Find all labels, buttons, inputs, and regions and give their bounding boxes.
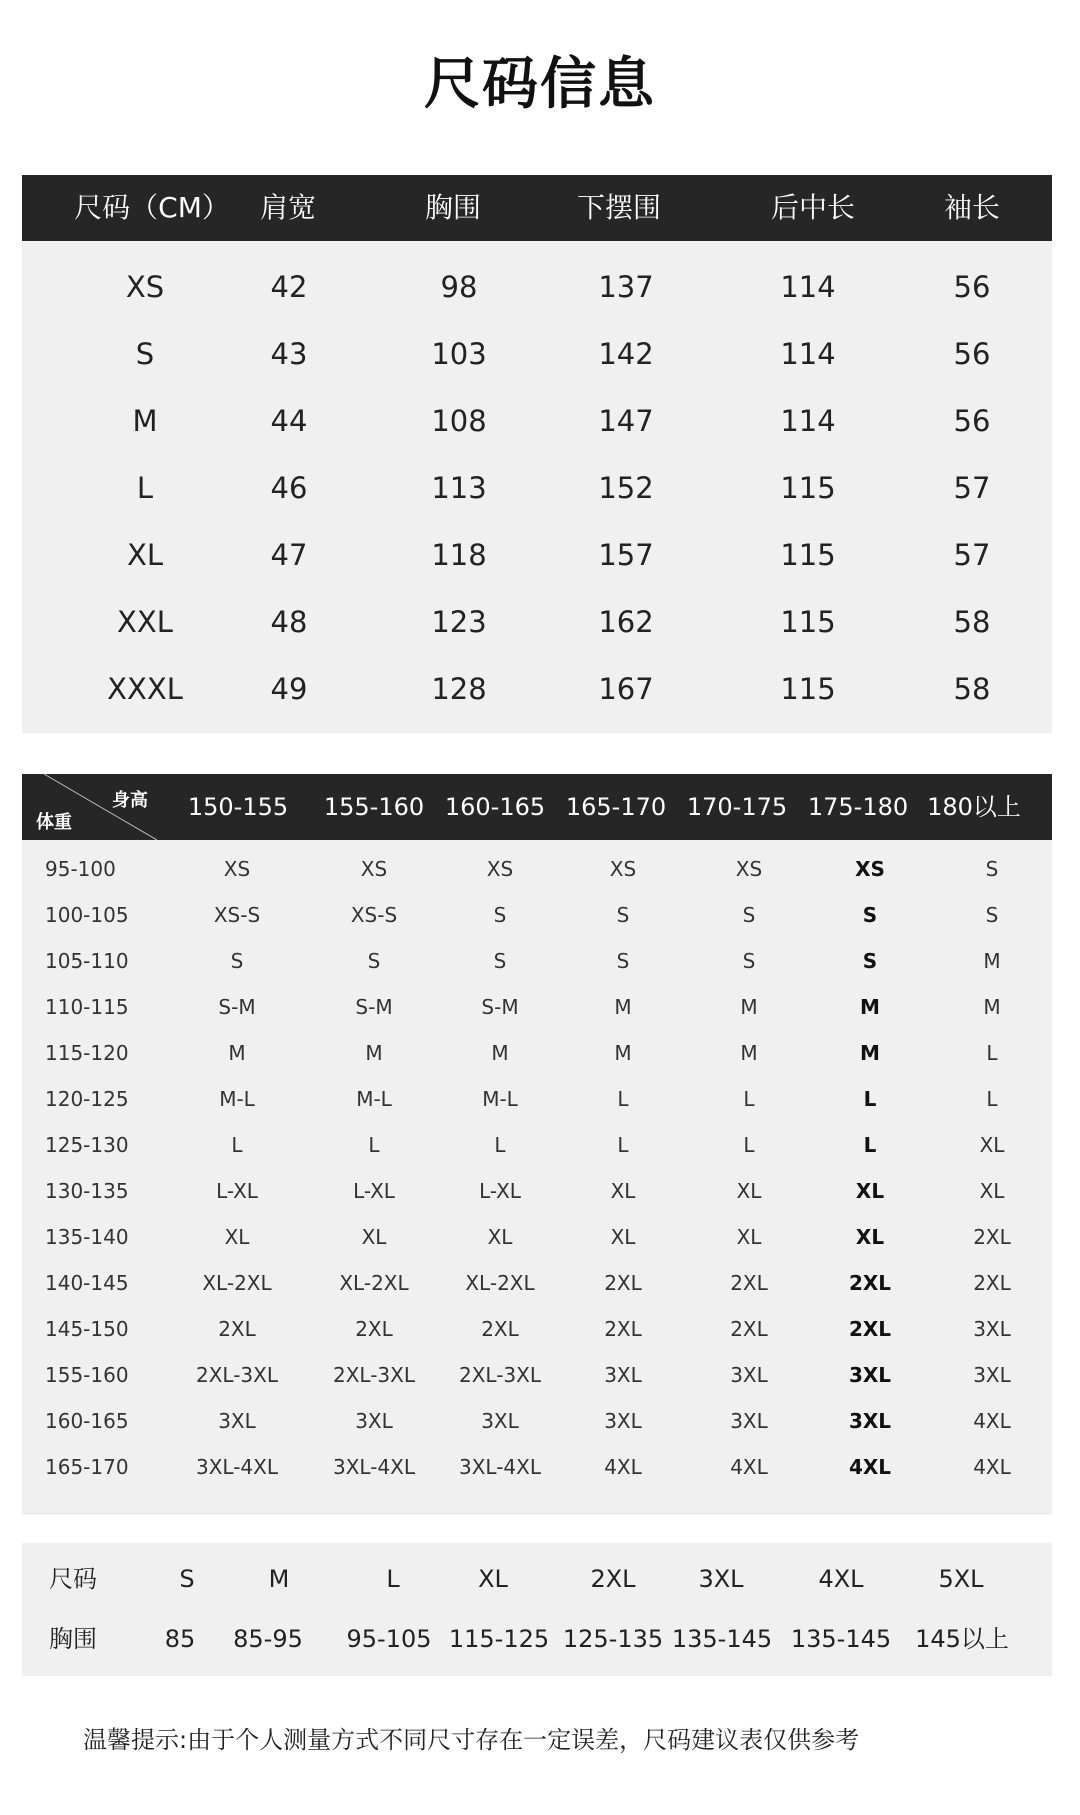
cell: L bbox=[494, 1133, 506, 1157]
cell: S bbox=[616, 903, 630, 927]
cell: 2XL-3XL bbox=[458, 1363, 542, 1387]
cell: M bbox=[983, 995, 1001, 1019]
table-row bbox=[22, 589, 1052, 656]
cell: L bbox=[986, 1087, 998, 1111]
table-row bbox=[22, 1352, 1052, 1398]
cell: 4XL bbox=[818, 1565, 864, 1593]
table-row bbox=[22, 1549, 1052, 1609]
weight-cell: 145-150 bbox=[45, 1317, 129, 1341]
page-title: 尺码信息 bbox=[424, 52, 656, 117]
cell: 118 bbox=[431, 538, 487, 572]
cell: 2XL bbox=[848, 1317, 892, 1341]
cell: 2XL bbox=[848, 1271, 892, 1295]
cell: M bbox=[740, 995, 758, 1019]
cell: 115 bbox=[780, 605, 836, 639]
table-row bbox=[22, 1076, 1052, 1122]
cell: XL bbox=[224, 1225, 250, 1249]
header-length: 后中长 bbox=[770, 191, 856, 224]
cell: 2XL bbox=[218, 1317, 256, 1341]
cell: L bbox=[386, 1565, 400, 1593]
cell: 56 bbox=[953, 337, 991, 371]
cell: 2XL bbox=[973, 1271, 1011, 1295]
cell: XL bbox=[855, 1225, 885, 1249]
cell: 4XL bbox=[973, 1409, 1011, 1433]
cell: 46 bbox=[270, 471, 308, 505]
size-table-body bbox=[22, 241, 1052, 733]
table-row bbox=[22, 1030, 1052, 1076]
weight-cell: 130-135 bbox=[45, 1179, 129, 1203]
cell: XL bbox=[610, 1225, 636, 1249]
cell: XS bbox=[360, 857, 388, 881]
cell: 2XL bbox=[973, 1225, 1011, 1249]
cell: 3XL bbox=[730, 1409, 768, 1433]
table-row bbox=[22, 1306, 1052, 1352]
cell: 57 bbox=[953, 471, 991, 505]
cell: XS bbox=[735, 857, 763, 881]
weight-cell: 110-115 bbox=[45, 995, 129, 1019]
height-col: 155-160 bbox=[323, 793, 425, 821]
height-col: 180以上 bbox=[927, 793, 1021, 821]
cell: 58 bbox=[953, 672, 991, 706]
height-col: 170-175 bbox=[686, 793, 788, 821]
cell: 4XL bbox=[848, 1455, 892, 1479]
cell: M bbox=[491, 1041, 509, 1065]
cell: XL bbox=[736, 1179, 762, 1203]
table-row bbox=[22, 1609, 1052, 1669]
table-row bbox=[22, 1168, 1052, 1214]
cell: 2XL bbox=[730, 1317, 768, 1341]
cell: XL bbox=[610, 1179, 636, 1203]
weight-cell: 105-110 bbox=[45, 949, 129, 973]
header-shoulder: 肩宽 bbox=[259, 191, 317, 224]
cell: XL-2XL bbox=[202, 1271, 272, 1295]
cell: S bbox=[742, 949, 756, 973]
cell: 2XL bbox=[355, 1317, 393, 1341]
table-row bbox=[22, 1260, 1052, 1306]
cell: 137 bbox=[598, 270, 654, 304]
cell: 3XL bbox=[848, 1409, 892, 1433]
cell: 135-145 bbox=[790, 1625, 892, 1653]
cell: M bbox=[268, 1565, 290, 1593]
cell: 145以上 bbox=[915, 1625, 1009, 1653]
cell: S bbox=[135, 337, 155, 371]
cell: XXL bbox=[117, 605, 173, 639]
cell: L-XL bbox=[353, 1179, 395, 1203]
cell: XL bbox=[979, 1133, 1005, 1157]
cell: 3XL-4XL bbox=[458, 1455, 542, 1479]
cell: XL bbox=[126, 538, 164, 572]
cell: L bbox=[863, 1133, 877, 1157]
cell: S bbox=[742, 903, 756, 927]
cell: XL bbox=[736, 1225, 762, 1249]
cell: 3XL bbox=[973, 1363, 1011, 1387]
cell: XL bbox=[979, 1179, 1005, 1203]
height-col: 160-165 bbox=[444, 793, 546, 821]
fit-table-body bbox=[22, 840, 1052, 1515]
chest-size-table bbox=[22, 1543, 1052, 1676]
cell: 113 bbox=[431, 471, 487, 505]
cell: XL-2XL bbox=[339, 1271, 409, 1295]
cell: 5XL bbox=[938, 1565, 984, 1593]
cell: 56 bbox=[953, 270, 991, 304]
table-row bbox=[22, 656, 1052, 723]
header-sleeve: 袖长 bbox=[943, 191, 1001, 224]
cell: L bbox=[368, 1133, 380, 1157]
cell: 2XL-3XL bbox=[195, 1363, 279, 1387]
cell: M bbox=[860, 1041, 880, 1065]
cell: S bbox=[985, 857, 999, 881]
cell: XS bbox=[125, 270, 165, 304]
cell: 115 bbox=[780, 672, 836, 706]
weight-cell: 100-105 bbox=[45, 903, 129, 927]
weight-cell: 95-100 bbox=[45, 857, 116, 881]
cell: M bbox=[983, 949, 1001, 973]
cell: 3XL bbox=[604, 1363, 642, 1387]
cell: 115-125 bbox=[448, 1625, 550, 1653]
cell: XL bbox=[478, 1565, 508, 1593]
cell: 3XL bbox=[848, 1363, 892, 1387]
cell: 135-145 bbox=[671, 1625, 773, 1653]
cell: XS bbox=[855, 857, 885, 881]
weight-cell: 120-125 bbox=[45, 1087, 129, 1111]
corner-cell bbox=[22, 774, 157, 840]
row-label: 胸围 bbox=[49, 1625, 97, 1653]
cell: 2XL bbox=[604, 1271, 642, 1295]
cell: L bbox=[617, 1087, 629, 1111]
header-chest: 胸围 bbox=[424, 191, 482, 224]
cell: 114 bbox=[780, 404, 836, 438]
cell: 2XL-3XL bbox=[332, 1363, 416, 1387]
height-col: 165-170 bbox=[565, 793, 667, 821]
cell: 142 bbox=[598, 337, 654, 371]
cell: S bbox=[493, 903, 507, 927]
header-size: 尺码（CM） bbox=[74, 191, 230, 224]
cell: XS bbox=[609, 857, 637, 881]
cell: M bbox=[132, 404, 158, 438]
cell: 85 bbox=[164, 1625, 196, 1653]
tip-text: 温馨提示:由于个人测量方式不同尺寸存在一定误差，尺码建议表仅供参考 bbox=[83, 1726, 860, 1754]
weight-cell: 140-145 bbox=[45, 1271, 129, 1295]
cell: 103 bbox=[431, 337, 487, 371]
corner-weight-label: 体重 bbox=[36, 812, 72, 833]
cell: 114 bbox=[780, 337, 836, 371]
cell: L bbox=[986, 1041, 998, 1065]
cell: M bbox=[365, 1041, 383, 1065]
cell: 2XL bbox=[730, 1271, 768, 1295]
cell: 4XL bbox=[604, 1455, 642, 1479]
fit-table-header bbox=[22, 774, 1052, 840]
height-col: 175-180 bbox=[807, 793, 909, 821]
weight-cell: 155-160 bbox=[45, 1363, 129, 1387]
cell: 3XL-4XL bbox=[195, 1455, 279, 1479]
cell: S bbox=[179, 1565, 195, 1593]
cell: 128 bbox=[431, 672, 487, 706]
cell: M bbox=[614, 995, 632, 1019]
weight-cell: 165-170 bbox=[45, 1455, 129, 1479]
table-row bbox=[22, 1214, 1052, 1260]
cell: S bbox=[985, 903, 999, 927]
cell: 2XL bbox=[590, 1565, 636, 1593]
cell: S-M bbox=[218, 995, 256, 1019]
cell: L bbox=[136, 471, 154, 505]
cell: 4XL bbox=[973, 1455, 1011, 1479]
cell: 2XL bbox=[604, 1317, 642, 1341]
cell: 157 bbox=[598, 538, 654, 572]
cell: 3XL bbox=[730, 1363, 768, 1387]
row-label: 尺码 bbox=[49, 1565, 97, 1593]
cell: XL bbox=[855, 1179, 885, 1203]
table-row bbox=[22, 321, 1052, 388]
cell: 95-105 bbox=[346, 1625, 432, 1653]
cell: 98 bbox=[440, 270, 478, 304]
cell: 3XL bbox=[698, 1565, 744, 1593]
cell: S bbox=[862, 949, 878, 973]
cell: 167 bbox=[598, 672, 654, 706]
cell: XS bbox=[223, 857, 251, 881]
cell: S-M bbox=[355, 995, 393, 1019]
cell: 123 bbox=[431, 605, 487, 639]
table-row bbox=[22, 1122, 1052, 1168]
cell: 125-135 bbox=[562, 1625, 664, 1653]
cell: 3XL bbox=[355, 1409, 393, 1433]
cell: 162 bbox=[598, 605, 654, 639]
table-row bbox=[22, 388, 1052, 455]
cell: XL-2XL bbox=[465, 1271, 535, 1295]
cell: 3XL-4XL bbox=[332, 1455, 416, 1479]
cell: L-XL bbox=[216, 1179, 258, 1203]
cell: 43 bbox=[270, 337, 308, 371]
table-row bbox=[22, 522, 1052, 589]
cell: S bbox=[367, 949, 381, 973]
height-col: 150-155 bbox=[187, 793, 289, 821]
cell: L bbox=[231, 1133, 243, 1157]
cell: 49 bbox=[270, 672, 308, 706]
cell: 152 bbox=[598, 471, 654, 505]
cell: 3XL bbox=[604, 1409, 642, 1433]
table-row bbox=[22, 1398, 1052, 1444]
weight-cell: 135-140 bbox=[45, 1225, 129, 1249]
size-table-header bbox=[22, 175, 1052, 241]
cell: 57 bbox=[953, 538, 991, 572]
cell: L-XL bbox=[479, 1179, 521, 1203]
cell: M-L bbox=[482, 1087, 518, 1111]
cell: M-L bbox=[219, 1087, 255, 1111]
cell: L bbox=[743, 1087, 755, 1111]
cell: S bbox=[230, 949, 244, 973]
cell: XL bbox=[361, 1225, 387, 1249]
cell: 115 bbox=[780, 471, 836, 505]
cell: 47 bbox=[270, 538, 308, 572]
table-row bbox=[22, 455, 1052, 522]
table-row bbox=[22, 1444, 1052, 1490]
weight-cell: 160-165 bbox=[45, 1409, 129, 1433]
cell: M bbox=[860, 995, 880, 1019]
cell: M-L bbox=[356, 1087, 392, 1111]
cell: 4XL bbox=[730, 1455, 768, 1479]
cell: 3XL bbox=[481, 1409, 519, 1433]
cell: L bbox=[617, 1133, 629, 1157]
cell: XXXL bbox=[107, 672, 183, 706]
table-row bbox=[22, 846, 1052, 892]
cell: M bbox=[614, 1041, 632, 1065]
cell: XS-S bbox=[213, 903, 261, 927]
weight-cell: 115-120 bbox=[45, 1041, 129, 1065]
cell: L bbox=[743, 1133, 755, 1157]
cell: 115 bbox=[780, 538, 836, 572]
corner-height-label: 身高 bbox=[112, 790, 148, 811]
cell: S bbox=[493, 949, 507, 973]
cell: M bbox=[740, 1041, 758, 1065]
cell: S bbox=[862, 903, 878, 927]
table-row bbox=[22, 892, 1052, 938]
cell: L bbox=[863, 1087, 877, 1111]
header-hem: 下摆围 bbox=[576, 191, 662, 224]
cell: M bbox=[228, 1041, 246, 1065]
cell: 3XL bbox=[973, 1317, 1011, 1341]
cell: 42 bbox=[270, 270, 308, 304]
cell: 56 bbox=[953, 404, 991, 438]
cell: S-M bbox=[481, 995, 519, 1019]
cell: 2XL bbox=[481, 1317, 519, 1341]
table-row bbox=[22, 254, 1052, 321]
cell: 108 bbox=[431, 404, 487, 438]
cell: XL bbox=[487, 1225, 513, 1249]
table-row bbox=[22, 938, 1052, 984]
cell: 114 bbox=[780, 270, 836, 304]
table-row bbox=[22, 984, 1052, 1030]
cell: 3XL bbox=[218, 1409, 256, 1433]
cell: XS bbox=[486, 857, 514, 881]
cell: 147 bbox=[598, 404, 654, 438]
cell: 58 bbox=[953, 605, 991, 639]
cell: 48 bbox=[270, 605, 308, 639]
cell: S bbox=[616, 949, 630, 973]
cell: 44 bbox=[270, 404, 308, 438]
weight-cell: 125-130 bbox=[45, 1133, 129, 1157]
cell: XS-S bbox=[350, 903, 398, 927]
cell: 85-95 bbox=[233, 1625, 303, 1653]
